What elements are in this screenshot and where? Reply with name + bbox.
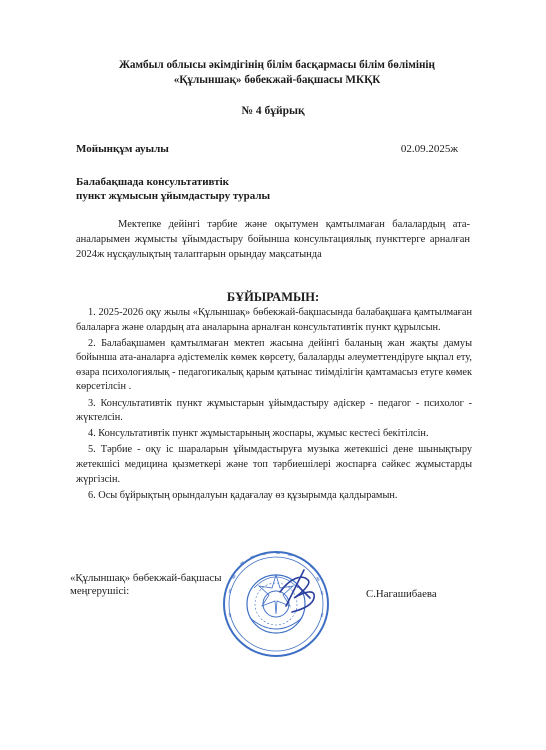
order-item-6: 6. Осы бұйрықтың орындалуын қадағалау өз құзырымда қалдырамын. bbox=[88, 489, 398, 501]
order-item-4: 4. Консультативтік пункт жұмыстарының жоспары, жұмыс кестесі бекітілсін. bbox=[88, 428, 429, 440]
subject-line-1: Балабақшада консультативтік bbox=[76, 176, 230, 188]
order-item-1: 1. 2025-2026 оқу жылы «Құлыншақ» бөбекжай-бақшасында балабақшаға қамтылмаған балаларға және олардың ата аналарына арналған консультативтік пункт құрылсын. bbox=[76, 307, 472, 333]
organization-line-1: Жамбыл облысы әкімдігінің білім басқармасы білім бөлімінің bbox=[119, 59, 435, 71]
order-subject bbox=[76, 175, 270, 203]
place-name: Мойынқұм ауылы bbox=[76, 143, 169, 155]
seal-icon bbox=[220, 548, 332, 660]
command-heading: БҰЙЫРАМЫН: bbox=[226, 290, 320, 304]
signatory-name: С.Нагашибаева bbox=[366, 588, 437, 600]
signature-organization bbox=[70, 572, 221, 598]
order-item-2: 2. Балабақшамен қамтылмаған мектеп жасына дейінгі баланың жан жақты дамуы бойынша ата-аналарға әдістемелік көмек көрсету, балаларды әлеуметтендіруге ықпал ету, өзара психологиялық - педагогикалық қарым қатынас тиімділігін қамтамасыз етуге көмек көрсетілсін . bbox=[76, 337, 472, 393]
preamble-paragraph: Мектепке дейінгі тәрбие және оқытумен қамтылмаған балалардың ата-аналарымен жұмысты ұйымдастыру бойынша консультациялық пункттерге арналған 2024ж нұсқаулықтың талаптарын орындау мақсатында bbox=[76, 219, 470, 260]
order-items-list bbox=[76, 306, 472, 505]
subject-line-2: пункт жұмысын ұйымдастыру туралы bbox=[76, 190, 271, 202]
organization-header bbox=[70, 58, 484, 88]
signature-org-line-1: «Құлыншақ» бөбекжай-бақшасы bbox=[70, 572, 222, 584]
order-item-5: 5. Тәрбие - оқу іс шараларын ұйымдастыруға музыка жетекшісі дене шынықтыру жетекшісі медицина қызметкері және топ тәрбиешілері жоспарға сәйкес жұмыстарды жүргізсін. bbox=[76, 444, 472, 485]
order-number: № 4 бұйрық bbox=[241, 105, 305, 117]
order-date: 02.09.2025ж bbox=[400, 143, 458, 155]
organization-line-2: «Құлыншақ» бөбекжай-бақшасы МКҚК bbox=[173, 74, 381, 86]
signature-org-line-2: меңгерушісі: bbox=[70, 585, 130, 597]
order-item-3: 3. Консультативтік пункт жұмыстарын ұйымдастыру әдіскер - педагог - психолог - жүктелсін. bbox=[76, 397, 472, 424]
